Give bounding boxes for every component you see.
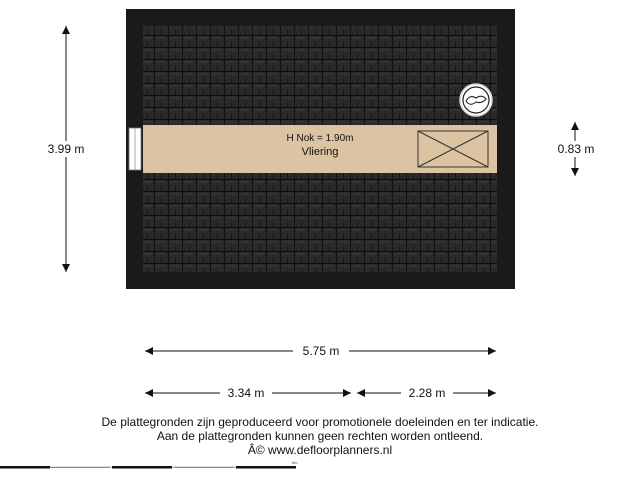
- cv-ketel-symbol: [460, 84, 492, 116]
- total-width-label: 5.75 m: [302, 344, 340, 358]
- room-name-label: Vliering: [301, 146, 339, 158]
- scale-bar-label: 5m: [292, 460, 298, 465]
- copyright-line: Â© www.defloorplanners.nl: [247, 443, 393, 457]
- disclaimer-line-2: Aan de plattegronden kunnen geen rechten worden ontleend.: [156, 429, 484, 443]
- width-right-label: 2.28 m: [408, 386, 446, 400]
- right-height-label: 0.83 m: [557, 142, 595, 156]
- ridge-height-label: H Nok = 1.90m: [286, 133, 354, 144]
- disclaimer-line-1: De plattegronden zijn geproduceerd voor promotionele doeleinden en ter indicatie.: [101, 415, 539, 429]
- width-left-label: 3.34 m: [227, 386, 265, 400]
- left-height-label: 3.99 m: [47, 142, 85, 156]
- scale-bar: [0, 466, 296, 469]
